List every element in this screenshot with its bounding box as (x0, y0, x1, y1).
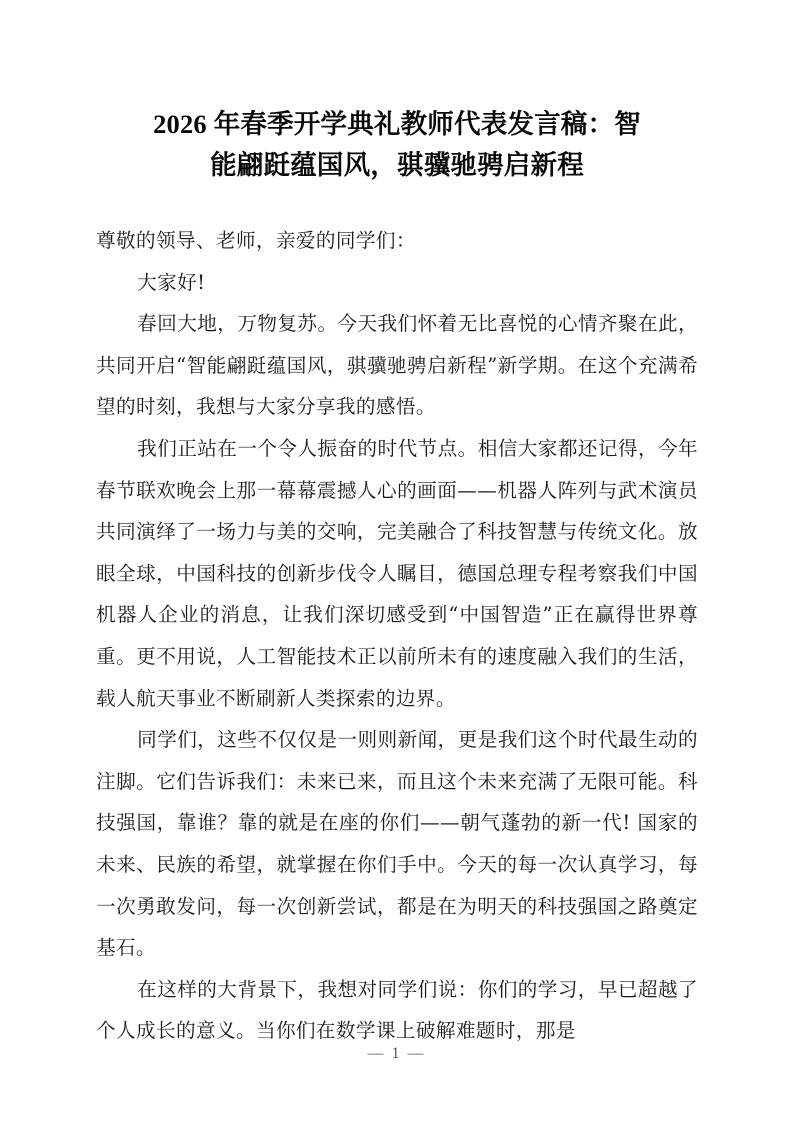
paragraph-salutation: 尊敬的领导、老师，亲爱的同学们： (96, 229, 416, 252)
page-content (96, 0, 698, 1052)
page-title-line-1: 2026 年春季开学典礼教师代表发言稿：智 (153, 109, 641, 139)
paragraph-students-footnote: 同学们，这些不仅仅是一则则新闻，更是我们这个时代最生动的注脚。它们告诉我们：未来已来，而且这个未来充满了无限可能。科技强国，靠谁？靠的就是在座的你们——朝气蓬勃的新一代! 国家的未来、民族的希望，就掌握在你们手中。今天的每一次认真学习，每一次勇敢发问，每一次创新尝试，都是在为明天的科技强国之路奠定基石。 (96, 728, 698, 960)
paragraph-era-node: 我们正站在一个令人振奋的时代节点。相信大家都还记得，今年春节联欢晚会上那一幕幕震撼人心的画面——机器人阵列与武术演员共同演绎了一场力与美的交响，完美融合了科技智慧与传统文化。放眼全球，中国科技的创新步伐令人瞩目，德国总理专程考察我们中国机器人企业的消息，让我们深切感受到“中国智造”正在赢得世界尊重。更不用说，人工智能技术正以前所未有的速度融入我们的生活，载人航天事业不断刷新人类探索的边界。 (96, 436, 698, 710)
document-body (96, 220, 698, 1052)
paragraph-opening: 春回大地，万物复苏。今天我们怀着无比喜悦的心情齐聚在此，共同开启“智能翩跹蕴国风，骐骥驰骋启新程”新学期。在这个充满希望的时刻，我想与大家分享我的感悟。 (96, 312, 698, 419)
page-title-line-2: 能翩跹蕴国风，骐骥驰骋启新程 (210, 150, 584, 180)
page-number: — 1 — (367, 1045, 426, 1062)
paragraph-greeting: 大家好! (137, 270, 206, 294)
page-footer (0, 1044, 793, 1064)
paragraph-big-picture: 在这样的大背景下，我想对同学们说：你们的学习，早已超越了个人成长的意义。当你们在数学课上破解难题时，那是 (96, 977, 698, 1043)
page-title (96, 0, 698, 186)
